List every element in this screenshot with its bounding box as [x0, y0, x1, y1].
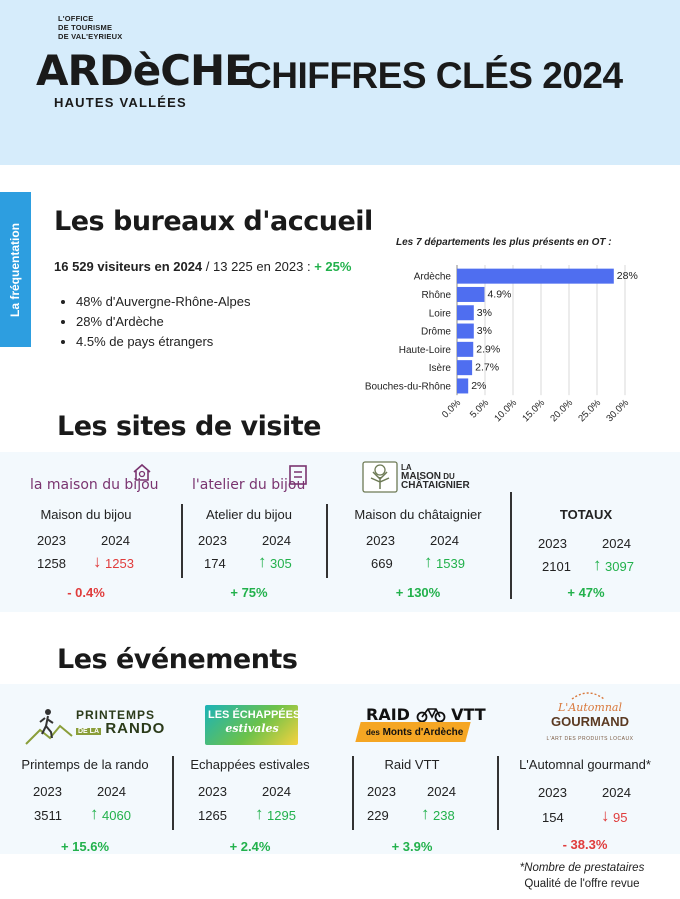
value-label: 2.7%	[475, 361, 500, 374]
maison-bijou-logo: la maison du bijou	[30, 477, 159, 493]
value-label: 3%	[476, 325, 492, 338]
value-2023: 229	[367, 808, 389, 823]
frequentation-tab-label: La fréquentation	[8, 222, 22, 318]
arrow-up-icon: ↑	[593, 555, 602, 574]
bar	[457, 324, 474, 339]
value-2024: 238	[433, 808, 455, 823]
logo-word: DE LA	[78, 728, 99, 735]
x-tick-label: 5.0%	[468, 397, 492, 421]
value-label: 4.9%	[487, 288, 512, 301]
bar	[457, 269, 614, 284]
change-percent: - 38.3%	[562, 837, 608, 852]
page-title: CHIFFRES CLÉS 2024	[245, 55, 623, 96]
change-percent: + 130%	[395, 585, 441, 600]
arrow-up-icon: ↑	[258, 552, 267, 571]
column-title: TOTAUX	[559, 507, 613, 522]
sites-title: Les sites de visite	[57, 411, 321, 442]
year-2023-label: 2023	[198, 533, 227, 548]
office-line-3: DE VAL'EYRIEUX	[58, 32, 123, 41]
logo-word: LES ÉCHAPPÉES	[208, 709, 301, 721]
bar	[457, 378, 468, 393]
change-percent: - 0.4%	[67, 585, 105, 600]
category-label: Loire	[428, 308, 451, 320]
office-line-1: L'OFFICE	[58, 14, 94, 23]
header-banner	[0, 0, 680, 165]
column-title: Printemps de la rando	[21, 757, 149, 772]
category-label: Bouches-du-Rhône	[364, 381, 451, 393]
column-title: Raid VTT	[384, 757, 440, 772]
value-2023: 3511	[34, 808, 62, 823]
year-2024-label: 2024	[427, 784, 456, 799]
logo-word: L'Automnal	[558, 701, 622, 714]
year-2023-label: 2023	[367, 784, 396, 799]
chataignier-logo-text	[401, 463, 470, 490]
visitors-2023: / 13 225 en 2023 :	[202, 259, 315, 274]
arrow-up-icon: ↑	[421, 804, 430, 823]
arrow-up-icon: ↑	[424, 552, 433, 571]
logo-word: GOURMAND	[551, 714, 629, 729]
echappees-logo-text	[208, 708, 301, 736]
departments-bar-chart	[340, 255, 660, 430]
column-title: Maison du bijou	[40, 507, 132, 522]
logo-word: MAISON	[401, 471, 441, 482]
category-label: Rhône	[421, 289, 451, 301]
value-label: 2%	[471, 379, 487, 392]
year-2023-label: 2023	[366, 533, 395, 548]
year-2024-label: 2024	[262, 784, 291, 799]
logo-word: Monts d'Ardèche	[382, 727, 464, 738]
year-2024-label: 2024	[262, 533, 291, 548]
visitors-2024: 16 529 visiteurs en 2024	[54, 259, 203, 274]
office-logo-text	[58, 14, 122, 41]
value-2024: 1253	[105, 556, 134, 571]
year-2024-label: 2024	[602, 785, 631, 800]
footnote-line-1: *Nombre de prestataires	[519, 862, 645, 874]
bike-icon	[416, 706, 446, 722]
year-2024-label: 2024	[97, 784, 126, 799]
x-tick-label: 20.0%	[548, 397, 576, 425]
footnote-line-2: Qualité de l'offre revue	[524, 878, 640, 890]
logo-word: LA	[401, 463, 412, 472]
raid-vtt-logo	[366, 705, 486, 724]
value-2024: 1295	[267, 808, 296, 823]
year-2023-label: 2023	[37, 533, 66, 548]
logo-word: des	[366, 728, 380, 737]
category-label: Ardèche	[413, 271, 451, 283]
arrow-down-icon: ↓	[93, 552, 102, 571]
column-title: Maison du châtaignier	[354, 507, 482, 522]
column-divider	[497, 756, 499, 830]
column-title: Echappées estivales	[190, 757, 310, 772]
column-title: L'Automnal gourmand*	[519, 757, 651, 772]
hiker-icon	[24, 706, 74, 746]
ardeche-logo: ARDèCHE	[36, 46, 252, 95]
arrow-up-icon: ↑	[90, 804, 99, 823]
bar	[457, 305, 474, 320]
logo-word: VTT	[451, 705, 486, 724]
visitors-summary	[54, 259, 351, 274]
value-2023: 1265	[198, 808, 227, 823]
atelier-bijou-logo: l'atelier du bijou	[192, 477, 306, 493]
year-2024-label: 2024	[101, 533, 130, 548]
logo-word: L'ART DES PRODUITS LOCAUX	[546, 736, 634, 742]
category-label: Haute-Loire	[398, 344, 451, 356]
arrow-up-icon: ↑	[255, 804, 264, 823]
value-2024: 4060	[102, 808, 131, 823]
value-2024: 3097	[605, 559, 634, 574]
value-2023: 1258	[37, 556, 66, 571]
chataignier-tree-icon	[362, 461, 398, 493]
bar	[457, 287, 484, 302]
house-icon	[132, 462, 152, 482]
change-percent: + 75%	[230, 585, 268, 600]
list-item: • 28% d'Ardèche	[76, 312, 250, 332]
change-percent: + 2.4%	[229, 839, 271, 854]
value-2023: 2101	[542, 559, 571, 574]
change-percent: + 15.6%	[60, 839, 110, 854]
x-tick-label: 0.0%	[440, 397, 464, 421]
logo-word: PRINTEMPS	[76, 708, 156, 722]
value-label: 2.9%	[476, 343, 501, 356]
value-2024: 95	[613, 810, 628, 825]
footnote	[497, 860, 667, 892]
bar	[457, 360, 472, 375]
year-2023-label: 2023	[33, 784, 62, 799]
value-label: 28%	[616, 270, 638, 283]
year-2024-label: 2024	[602, 536, 631, 551]
year-2023-label: 2023	[538, 785, 567, 800]
workshop-icon	[288, 464, 308, 486]
value-2024: 1539	[436, 556, 465, 571]
chart-title: Les 7 départements les plus présents en OT :	[396, 237, 612, 248]
office-line-2: DE TOURISME	[58, 23, 113, 32]
x-tick-label: 30.0%	[604, 397, 632, 425]
category-label: Drôme	[420, 326, 451, 338]
bureaux-title: Les bureaux d'accueil	[54, 206, 373, 237]
x-tick-label: 25.0%	[576, 397, 604, 425]
value-2023: 174	[204, 556, 226, 571]
x-tick-label: 15.0%	[520, 397, 548, 425]
x-tick-label: 10.0%	[492, 397, 520, 425]
events-title: Les événements	[57, 644, 298, 675]
origin-list	[58, 292, 250, 352]
automnal-logo	[545, 700, 635, 746]
raid-vtt-subtitle	[366, 727, 463, 738]
value-2023: 154	[542, 810, 564, 825]
list-item: • 48% d'Auvergne-Rhône-Alpes	[76, 292, 250, 312]
value-label: 3%	[476, 306, 492, 319]
logo-word: estivales	[225, 722, 279, 735]
change-percent: + 47%	[567, 585, 605, 600]
logo-word: DU	[443, 472, 455, 481]
visitors-growth: + 25%	[314, 259, 352, 274]
logo-word: RANDO	[105, 720, 166, 737]
ardeche-logo-subtitle: HAUTES VALLÉES	[54, 95, 187, 110]
logo-word: CHÂTAIGNIER	[401, 480, 470, 491]
logo-word: RAID	[366, 705, 410, 724]
year-2023-label: 2023	[198, 784, 227, 799]
list-item: • 4.5% de pays étrangers	[76, 332, 250, 352]
value-2024: 305	[270, 556, 292, 571]
year-2024-label: 2024	[430, 533, 459, 548]
bar	[457, 342, 473, 357]
value-2023: 669	[371, 556, 393, 571]
column-title: Atelier du bijou	[206, 507, 292, 522]
printemps-rando-logo	[76, 708, 165, 739]
arrow-down-icon: ↓	[601, 806, 610, 825]
category-label: Isère	[428, 363, 451, 375]
change-percent: + 3.9%	[391, 839, 433, 854]
year-2023-label: 2023	[538, 536, 567, 551]
